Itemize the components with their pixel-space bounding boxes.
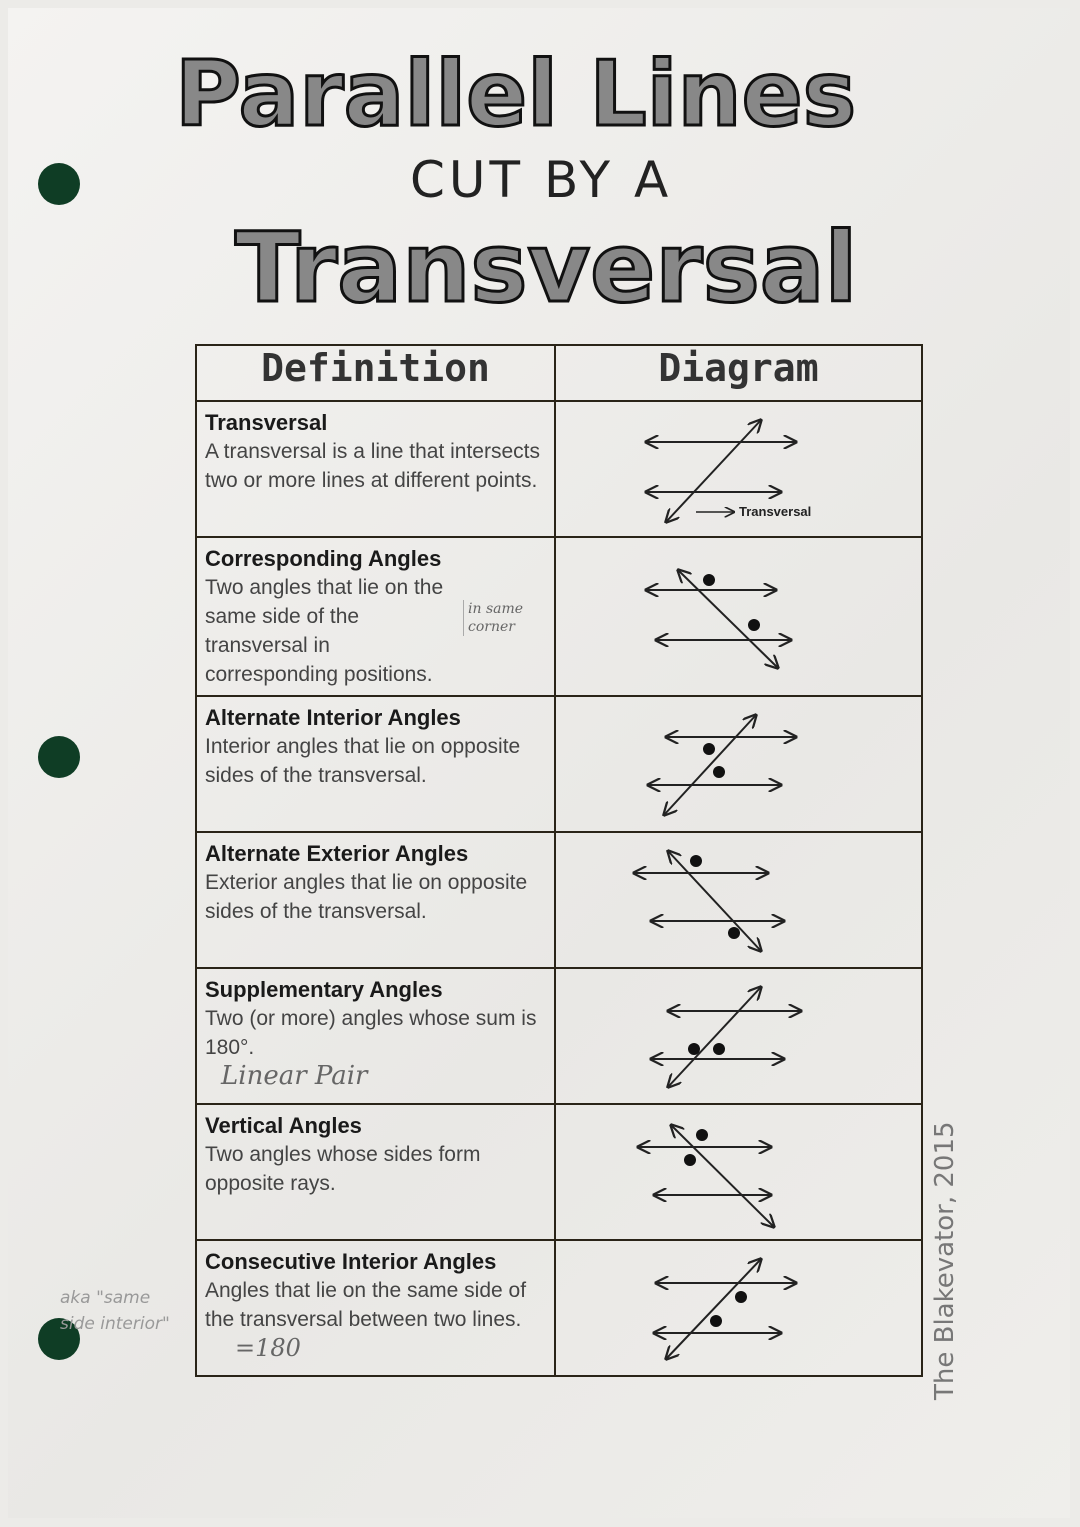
- handwritten-note: in same corner: [463, 600, 548, 636]
- table-row: [196, 1240, 922, 1376]
- definition: Two angles that lie on the same side of the transversal in corresponding positions.: [205, 576, 444, 686]
- title-line-2: CUT BY A: [410, 151, 673, 209]
- term: Vertical Angles: [205, 1113, 362, 1138]
- credit: The Blakevator, 2015: [930, 1121, 960, 1400]
- binder-hole: [38, 736, 80, 778]
- definition: Two angles whose sides form opposite rays.: [205, 1143, 481, 1195]
- definition: Angles that lie on the same side of the transversal between two lines.: [205, 1279, 527, 1331]
- binder-hole: [38, 163, 80, 205]
- transversal-label: Transversal: [739, 504, 812, 519]
- margin-note: aka "same side interior": [60, 1288, 170, 1334]
- table-row: [196, 832, 922, 968]
- table-row: [196, 968, 922, 1104]
- handwritten-note: =180: [235, 1334, 301, 1362]
- consecutive-interior-diagram: [556, 1241, 921, 1375]
- title-line-1: Parallel Lines: [175, 42, 857, 147]
- supplementary-angles-diagram: [556, 969, 921, 1103]
- definition: Interior angles that lie on opposite sides of the transversal.: [205, 735, 521, 787]
- table-row: [196, 1104, 922, 1240]
- title-line-3: Transversal: [235, 212, 858, 324]
- term: Transversal: [205, 410, 328, 435]
- corresponding-angles-diagram: [556, 538, 921, 672]
- definition: Two (or more) angles whose sum is 180°.: [205, 1007, 537, 1059]
- term: Corresponding Angles: [205, 546, 442, 571]
- term: Supplementary Angles: [205, 977, 443, 1002]
- alternate-interior-diagram: [556, 697, 921, 831]
- header-definition: Definition: [196, 345, 555, 401]
- term: Consecutive Interior Angles: [205, 1249, 497, 1274]
- alternate-exterior-diagram: [556, 833, 921, 967]
- vertical-angles-diagram: [556, 1105, 921, 1239]
- table-row: [196, 537, 922, 696]
- table-row: [196, 401, 922, 537]
- table-row: [196, 696, 922, 832]
- definition: Exterior angles that lie on opposite sides of the transversal.: [205, 871, 528, 923]
- transversal-diagram: [556, 402, 921, 536]
- definition: A transversal is a line that intersects two or more lines at different points.: [205, 440, 540, 492]
- handwritten-note: Linear Pair: [221, 1061, 368, 1091]
- header-diagram: Diagram: [555, 345, 922, 401]
- term: Alternate Interior Angles: [205, 705, 461, 730]
- term: Alternate Exterior Angles: [205, 841, 469, 866]
- definitions-table: [195, 344, 923, 1377]
